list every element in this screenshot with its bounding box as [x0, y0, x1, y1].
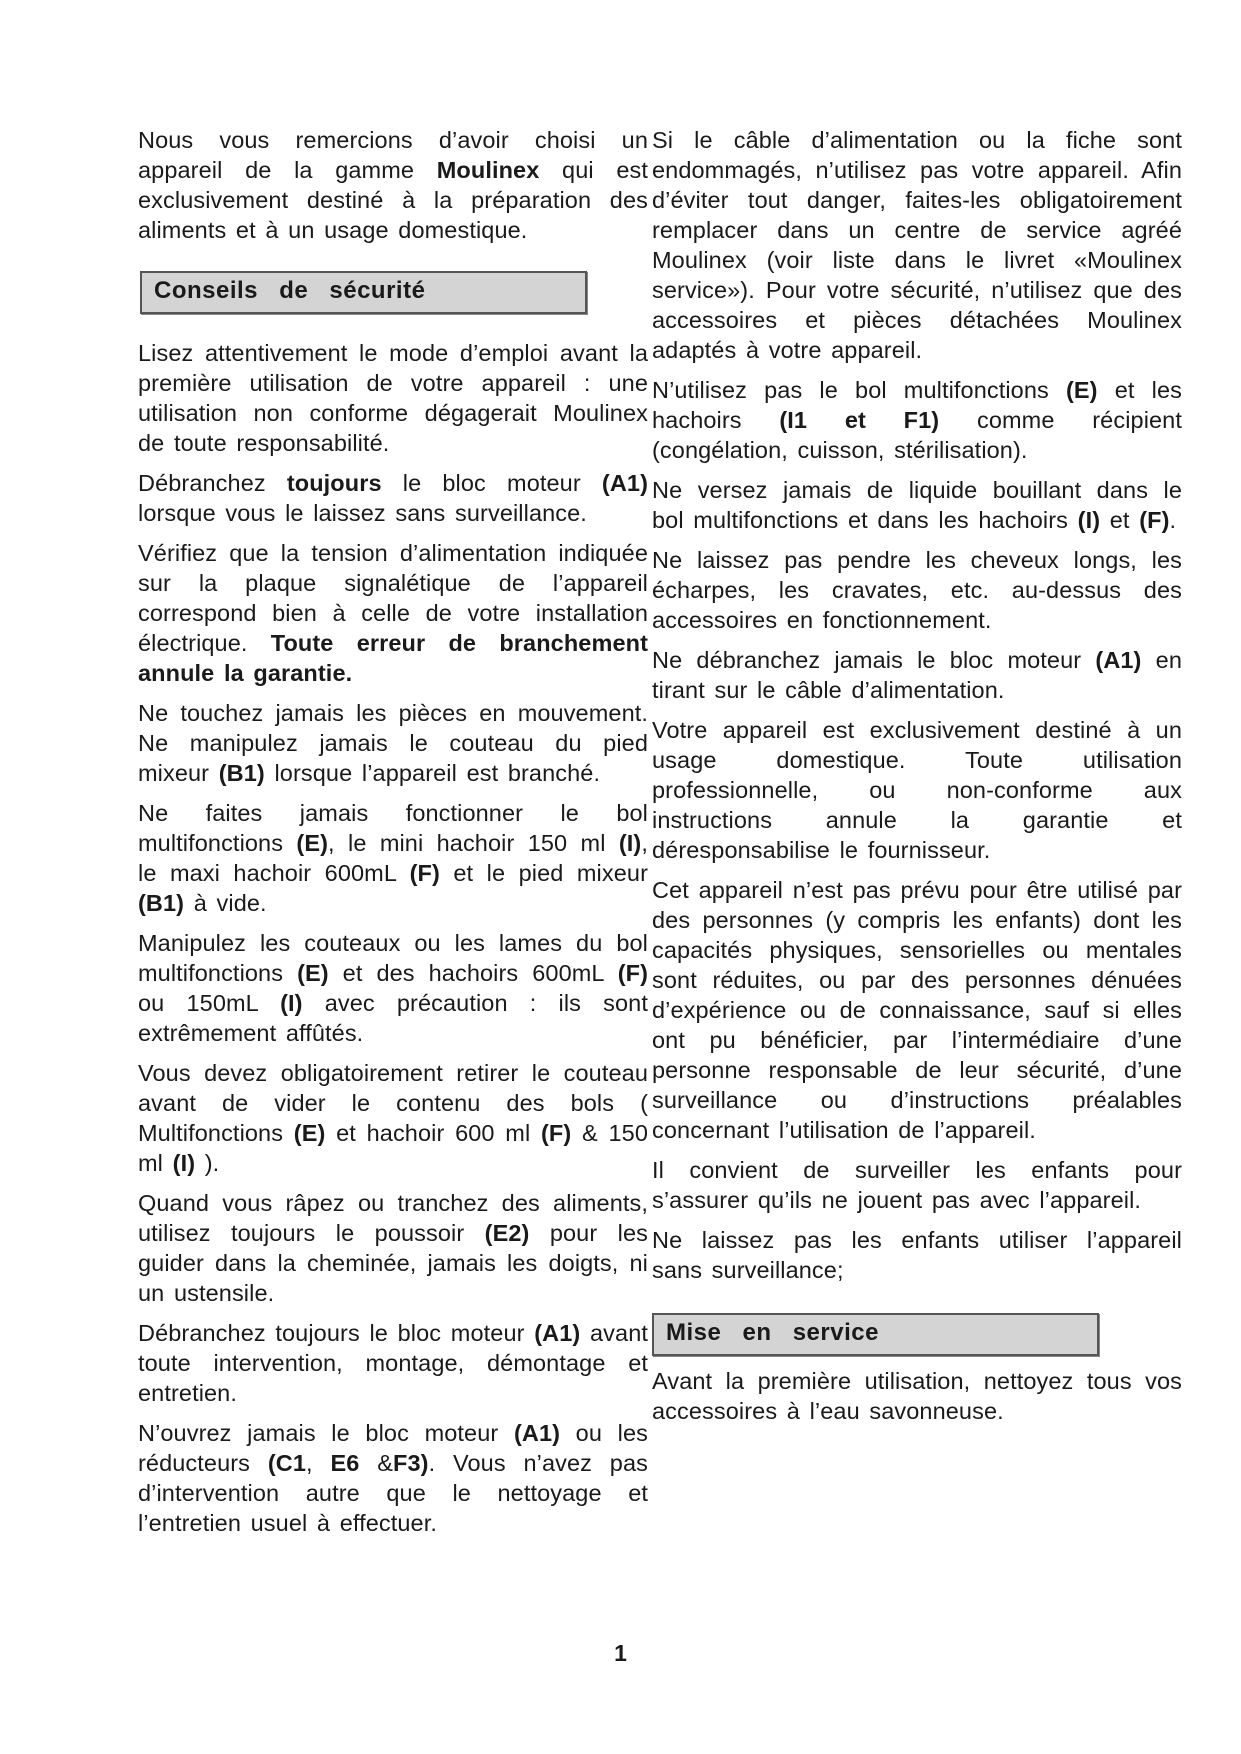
paragraph-cable: Si le câble d’alimentation ou la fiche sont endommagés, n’utilisez pas votre appareil. Afin d’éviter tout danger, faites-les obligatoirement remplacer dans un centre de service agréé Moulinex (voir liste dans le livret «Moulinex service»). Pour votre sécurité, n’utilisez que des accessoires et pièces détachées Moulinex adaptés à votre appareil. — [652, 127, 1182, 363]
paragraph-liquide: Ne versez jamais de liquide bouillant dans le bol multifonctions et dans les hachoirs (I) et (F). — [652, 477, 1182, 533]
section-heading-conseils-securite: Conseils de sécurité — [140, 271, 587, 314]
paragraph-enfants-surveiller: Il convient de surveiller les enfants pour s’assurer qu’ils ne jouent pas avec l’appareil. — [652, 1157, 1182, 1213]
paragraph-lisez: Lisez attentivement le mode d’emploi avant la première utilisation de votre appareil : une utilisation non conforme dégagerait Moulinex de toute responsabilité. — [138, 340, 648, 456]
paragraph-poussoir: Quand vous râpez ou tranchez des aliments, utilisez toujours le poussoir (E2) pour les guider dans la cheminée, jamais les doigts, ni un ustensile. — [138, 1190, 648, 1306]
paragraph-debranchez-surveillance: Débranchez toujours le bloc moteur (A1) lorsque vous le laissez sans surveillance. — [138, 470, 648, 526]
left-column — [138, 125, 648, 1548]
paragraph-tension: Vérifiez que la tension d’alimentation indiquée sur la plaque signalétique de l’appareil correspond bien à celle de votre installation électrique. Toute erreur de branchement annule la garantie. — [138, 540, 649, 686]
paragraph-pieces-mouvement: Ne touchez jamais les pièces en mouvement. Ne manipulez jamais le couteau du pied mixeur (B1) lorsque l’appareil est branché. — [138, 700, 648, 786]
paragraph-cable-tirer: Ne débranchez jamais le bloc moteur (A1) en tirant sur le câble d’alimentation. — [652, 647, 1183, 703]
paragraph-retirer-couteau: Vous devez obligatoirement retirer le couteau avant de vider le contenu des bols ( Multifonctions (E) et hachoir 600 ml (F) & 150 ml (I) ). — [138, 1060, 648, 1176]
paragraph-recipient: N’utilisez pas le bol multifonctions (E) et les hachoirs (I1 et F1) comme récipient (congélation, cuisson, stérilisation). — [652, 377, 1182, 463]
right-column — [652, 125, 1182, 1436]
paragraph-mise-en-service: Avant la première utilisation, nettoyez tous vos accessoires à l’eau savonneuse. — [652, 1368, 1182, 1424]
paragraph-cheveux: Ne laissez pas pendre les cheveux longs, les écharpes, les cravates, etc. au-dessus des accessoires en fonctionnement. — [652, 547, 1182, 633]
paragraph-intro: Nous vous remercions d’avoir choisi un appareil de la gamme Moulinex qui est exclusivement destiné à la préparation des aliments et à un usage domestique. — [138, 127, 648, 243]
paragraph-ouvrez: N’ouvrez jamais le bloc moteur (A1) ou les réducteurs (C1, E6 &F3). Vous n’avez pas d’intervention autre que le nettoyage et l’entretien usuel à effectuer. — [138, 1420, 648, 1536]
paragraph-a-vide: Ne faites jamais fonctionner le bol multifonctions (E), le mini hachoir 150 ml (I), le maxi hachoir 600mL (F) et le pied mixeur (B1) à vide. — [138, 800, 648, 916]
paragraph-debranchez-intervention: Débranchez toujours le bloc moteur (A1) avant toute intervention, montage, démontage et entretien. — [138, 1320, 648, 1406]
paragraph-personnes: Cet appareil n’est pas prévu pour être utilisé par des personnes (y compris les enfants) dont les capacités physiques, sensorielles ou mentales sont réduites, ou par des personnes dénuées d’expérience ou de connaissance, sauf si elles ont pu bénéficier, par l’intermédiaire d’une personne responsable de leur sécurité, d’une surveillance ou d’instructions préalables concernant l’utilisation de l’appareil. — [652, 877, 1182, 1143]
paragraph-couteaux: Manipulez les couteaux ou les lames du bol multifonctions (E) et des hachoirs 600mL (F) ou 150mL (I) avec précaution : ils sont extrêmement affûtés. — [138, 930, 649, 1046]
page-number: 1 — [614, 1640, 627, 1666]
paragraph-enfants-utiliser: Ne laissez pas les enfants utiliser l’appareil sans surveillance; — [652, 1227, 1182, 1283]
paragraph-domestique: Votre appareil est exclusivement destiné à un usage domestique. Toute utilisation professionnelle, ou non-conforme aux instructions annule la garantie et déresponsabilise le fournisseur. — [652, 717, 1182, 863]
section-heading-mise-en-service: Mise en service — [652, 1313, 1099, 1356]
